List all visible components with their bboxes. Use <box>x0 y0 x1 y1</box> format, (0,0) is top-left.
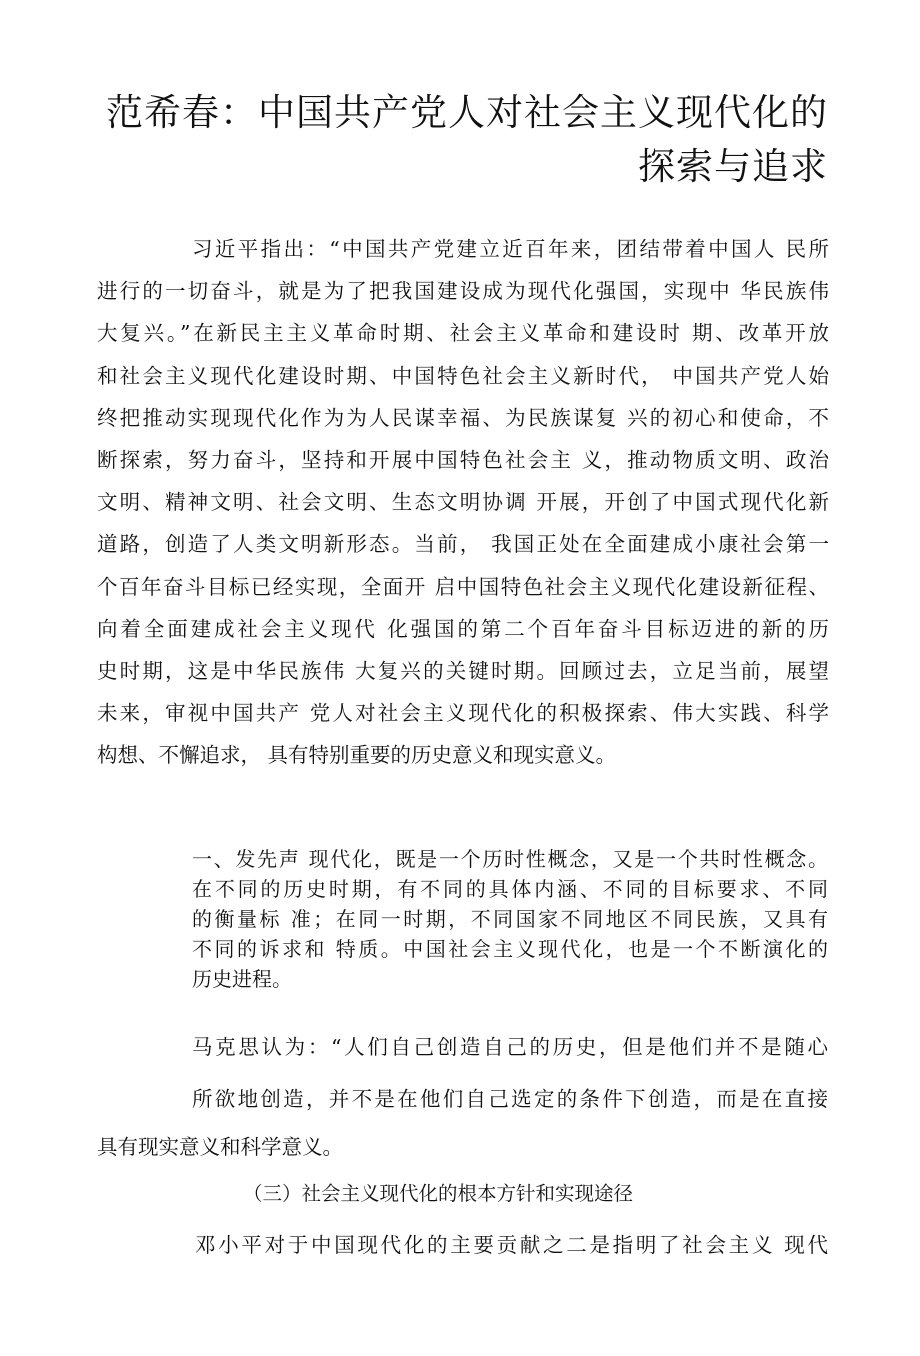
deng-paragraph-line: 邓小平对于中国现代化的主要贡献之二是指明了社会主义 现代 <box>195 1233 828 1257</box>
document-title <box>100 86 828 194</box>
section-line: 历史进程。 <box>192 967 292 991</box>
paragraph-line: 习近平指出：“中国共产党建立近百年来，团结带着中国人 民所 <box>192 237 829 261</box>
paragraph-line: 文明、精神文明、社会文明、生态文明协调 开展，开创了中国式现代化新 <box>97 490 829 515</box>
paragraph-line: 未来，审视中国共产 党人对社会主义现代化的积极探索、伟大实践、科学 <box>97 701 829 726</box>
section-one-paragraph <box>192 844 828 994</box>
paragraph-line: 史时期，这是中华民族伟 大复兴的关键时期。回顾过去，立足当前，展望 <box>97 658 829 683</box>
section-line: 不同的诉求和 特质。中国社会主义现代化，也是一个不断演化的 <box>192 937 828 961</box>
paragraph-line: 和社会主义现代化建设时期、中国特色社会主义新时代， 中国共产党人始 <box>97 363 829 388</box>
paragraph-line: 进行的一切奋斗，就是为了把我国建设成为现代化强国，实现中 华民族伟 <box>97 279 829 304</box>
section-line: 一、发先声 现代化，既是一个历时性概念，又是一个共时性概念。 <box>192 847 828 871</box>
conclusion-line: 具有现实意义和科学意义。 <box>97 1135 343 1159</box>
marx-quote-line-2: 所欲地创造，并不是在他们自己选定的条件下创造，而是在直接 <box>192 1087 828 1111</box>
paragraph-line: 大复兴。”在新民主主义革命时期、社会主义革命和建设时 期、改革开放 <box>97 321 829 346</box>
subheading: （三）社会主义现代化的根本方针和实现途径 <box>243 1182 634 1205</box>
paragraph-line: 终把推动实现现代化作为为人民谋幸福、为民族谋复 兴的初心和使命，不 <box>97 405 829 430</box>
paragraph-line: 向着全面建成社会主义现代 化强国的第二个百年奋斗目标迈进的新的历 <box>97 616 829 641</box>
intro-paragraph <box>97 228 829 776</box>
title-line-1: 范希春：中国共产党人对社会主义现代化的 <box>106 91 828 134</box>
title-line-2: 探索与追求 <box>638 145 828 188</box>
paragraph-line: 个百年奋斗目标已经实现，全面开 启中国特色社会主义现代化建设新征程、 <box>97 574 829 599</box>
paragraph-line: 构想、不懈追求， 具有特别重要的历史意义和现实意义。 <box>97 743 617 768</box>
marx-quote-line-1: 马克思认为：“人们自己创造自己的历史，但是他们并不是随心 <box>192 1035 828 1059</box>
paragraph-line: 断探索，努力奋斗，坚持和开展中国特色社会主 义，推动物质文明、政治 <box>97 447 829 472</box>
paragraph-line: 道路，创造了人类文明新形态。当前， 我国正处在全面建成小康社会第一 <box>97 532 829 557</box>
section-line: 的衡量标 准；在同一时期，不同国家不同地区不同民族，又具有 <box>192 907 828 931</box>
section-line: 在不同的历史时期，有不同的具体内涵、不同的目标要求、不同 <box>192 877 828 901</box>
